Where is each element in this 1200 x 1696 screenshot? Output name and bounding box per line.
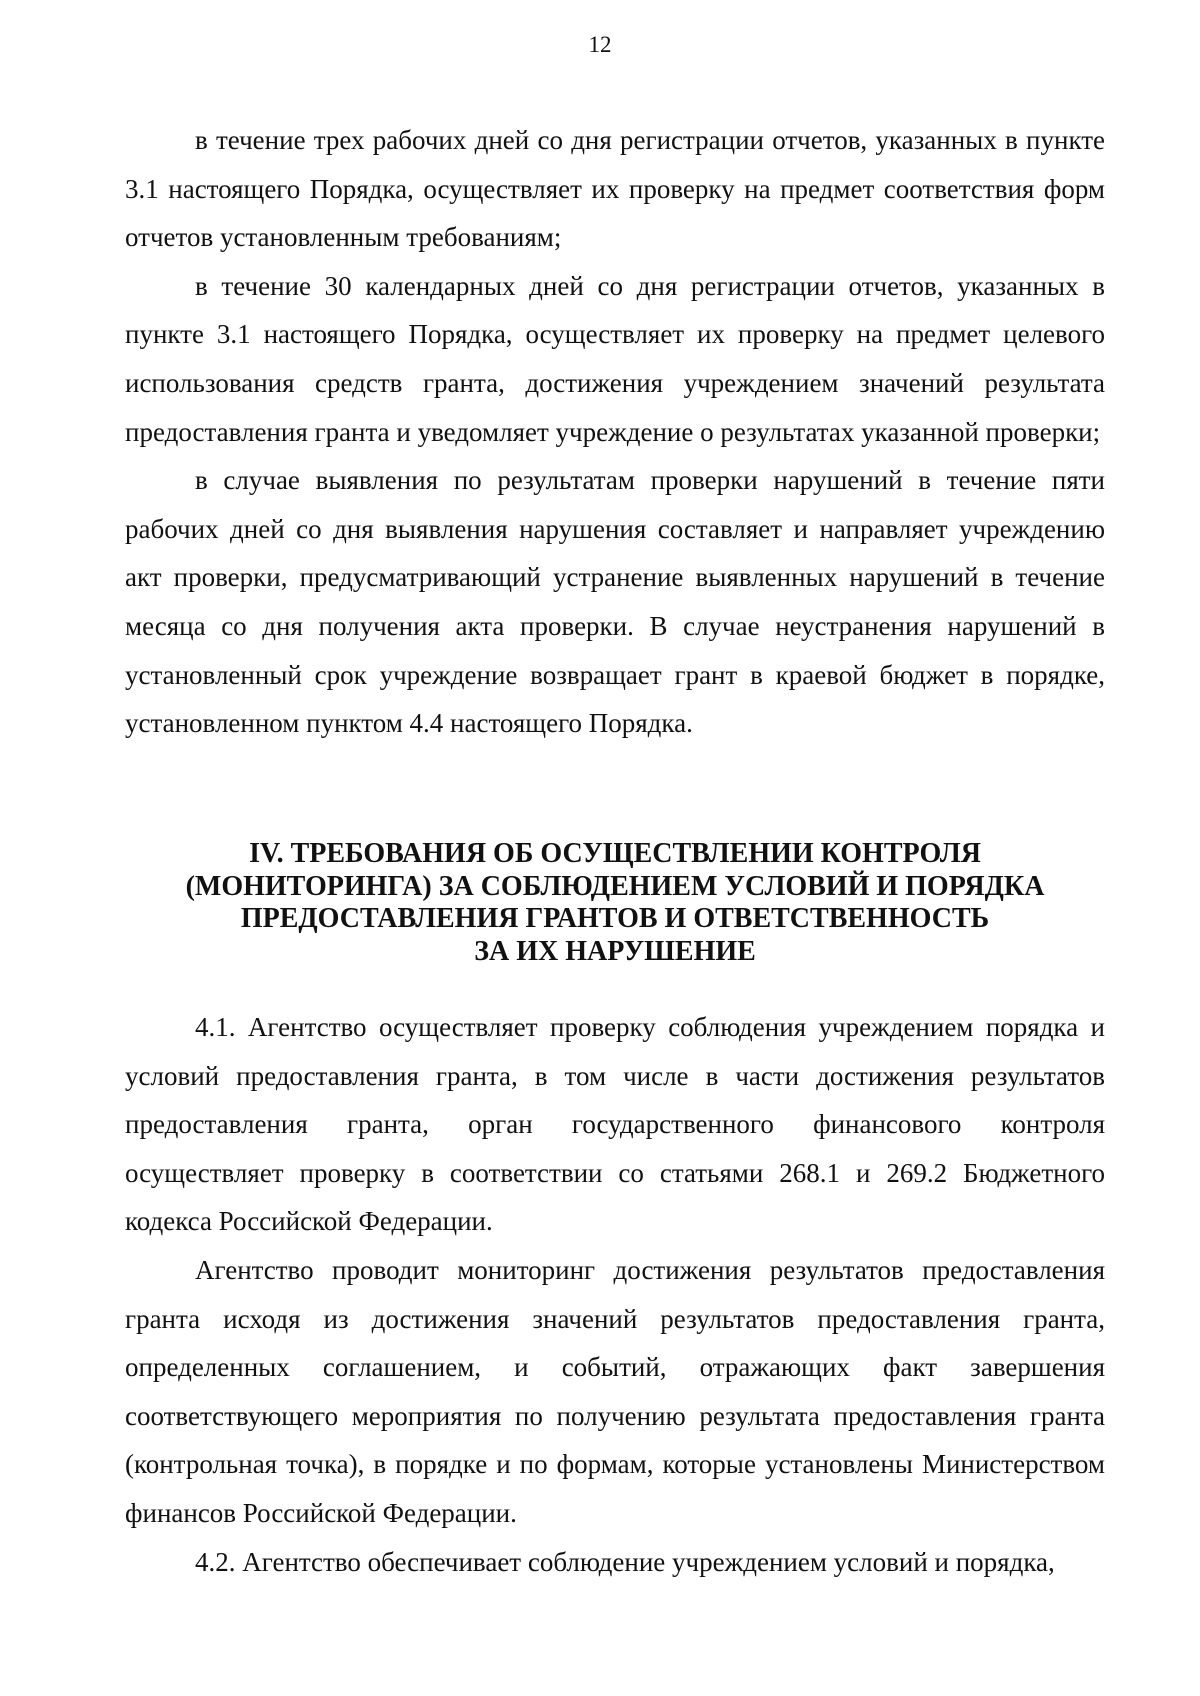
section-heading-line: ПРЕДОСТАВЛЕНИЯ ГРАНТОВ И ОТВЕТСТВЕННОСТЬ <box>240 903 990 934</box>
paragraph-check-forms: в течение трех рабочих дней со дня регистрации отчетов, указанных в пункте 3.1 настоящего Порядка, осуществляет их проверку на предмет соответствия форм отчетов установленным требованиям; <box>125 125 1105 253</box>
paragraph-violations: в случае выявления по результатам проверки нарушений в течение пяти рабочих дней со дня выявления нарушения составляет и направляет учреждению акт проверки, предусматривающий устранение выявленных нарушений в течение месяца со дня получения акта проверки. В случае неустранения нарушений в установленный срок учреждение возвращает грант в краевой бюджет в порядке, установленном пунктом 4.4 настоящего Порядка. <box>125 465 1105 739</box>
page-number: 12 <box>588 32 612 57</box>
section-heading-line: (МОНИТОРИНГА) ЗА СОБЛЮДЕНИЕМ УСЛОВИЙ И ПОРЯДКА <box>185 870 1045 902</box>
section-heading-line: IV. ТРЕБОВАНИЯ ОБ ОСУЩЕСТВЛЕНИИ КОНТРОЛЯ <box>249 838 981 869</box>
paragraph-4-2: 4.2. Агентство обеспечивает соблюдение учреждением условий и порядка, <box>195 1546 1055 1577</box>
body-text-bottom <box>125 1003 1105 1586</box>
paragraph-monitoring: Агентство проводит мониторинг достижения результатов предоставления гранта исходя из достижения значений результатов предоставления гранта, определенных соглашением, и событий, отражающих факт завершения соответствующего мероприятия по получению результата предоставления гранта (контрольная точка), в порядке и по формам, которые установлены Министерством финансов Российской Федерации. <box>125 1254 1105 1528</box>
paragraph-check-usage: в течение 30 календарных дней со дня регистрации отчетов, указанных в пункте 3.1 настоящего Порядка, осуществляет их проверку на предмет целевого использования средств гранта, достижения учреждением значений результата предоставления гранта и уведомляет учреждение о результатах указанной проверки; <box>125 270 1105 447</box>
paragraph-4-1: 4.1. Агентство осуществляет проверку соблюдения учреждением порядка и условий предоставления гранта, в том числе в части достижения результатов предоставления гранта, орган государственного финансового контроля осуществляет проверку в соответствии со статьями 268.1 и 269.2 Бюджетного кодекса Российской Федерации. <box>125 1012 1105 1237</box>
section-heading-line: ЗА ИХ НАРУШЕНИЕ <box>474 935 756 967</box>
section-heading <box>125 838 1105 968</box>
body-text-top <box>125 116 1105 748</box>
